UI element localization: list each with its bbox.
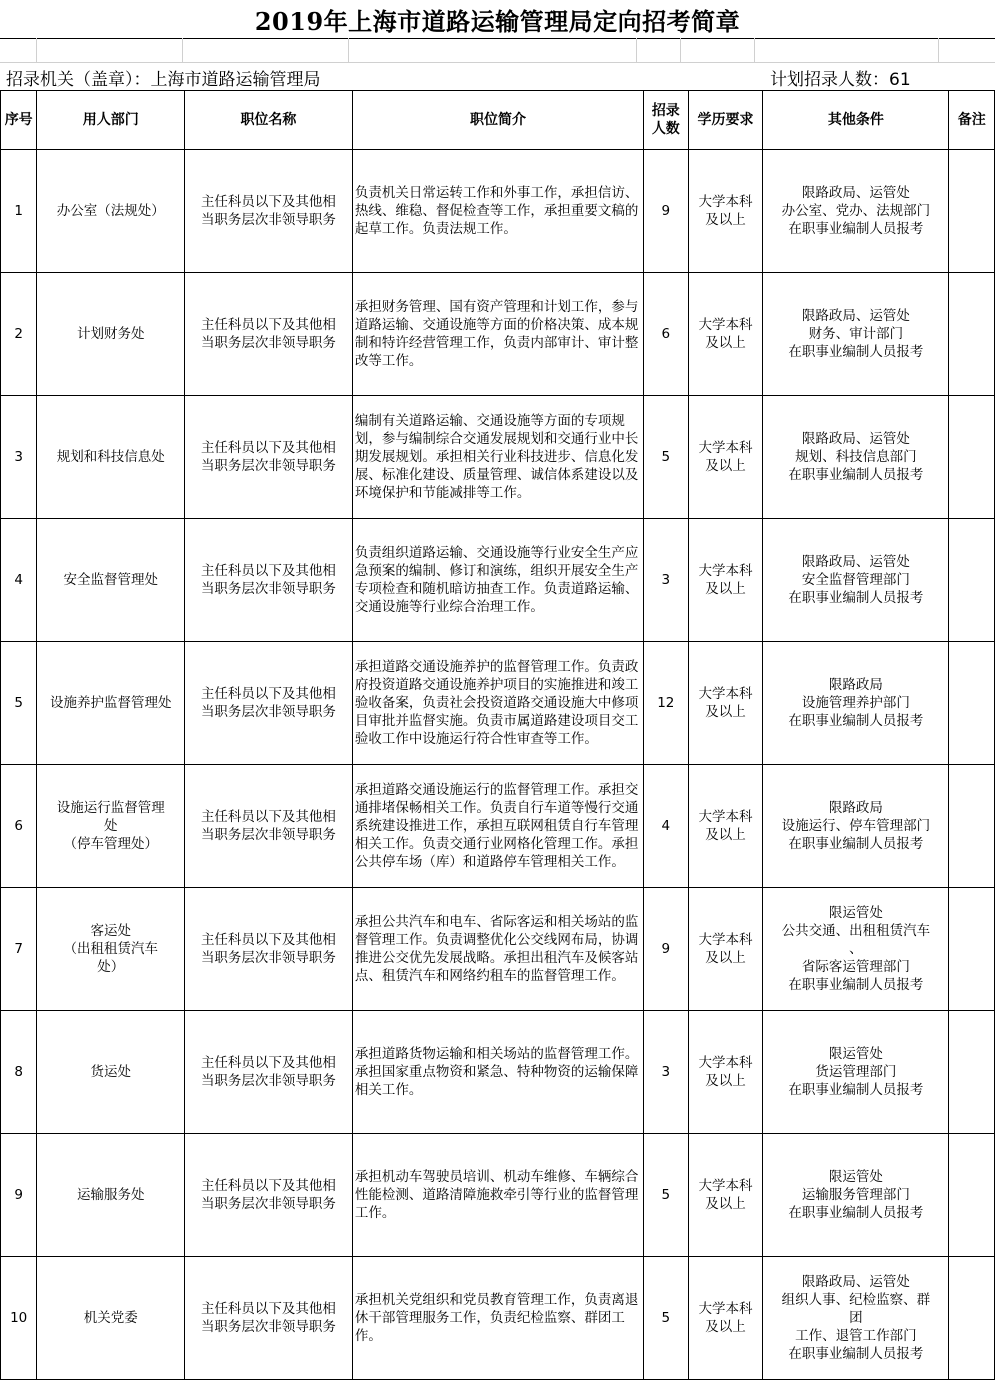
other-line: 办公室、党办、法规部门 xyxy=(781,203,931,219)
cell-other xyxy=(763,519,949,642)
other-line: 限路政局 xyxy=(828,677,883,693)
dept-line: 处） xyxy=(97,959,125,975)
cell-position xyxy=(185,396,353,519)
edu-line: 及以上 xyxy=(705,335,746,351)
cell-dept xyxy=(37,888,185,1011)
position-line: 主任科员以下及其他相 xyxy=(200,194,336,210)
edu-line: 大学本科 xyxy=(698,1055,753,1071)
edu-line: 大学本科 xyxy=(698,440,753,456)
dept-line: 货运处 xyxy=(90,1064,131,1080)
cell-count: 9 xyxy=(644,150,688,273)
other-line: 限路政局、运管处 xyxy=(801,431,910,447)
header-dept: 用人部门 xyxy=(37,91,185,150)
cell-other xyxy=(763,642,949,765)
cell-dept xyxy=(37,273,185,396)
cell-position xyxy=(185,150,353,273)
edu-line: 及以上 xyxy=(705,1319,746,1335)
header-note: 备注 xyxy=(949,91,995,150)
cell-desc: 承担道路货物运输和相关场站的监督管理工作。承担国家重点物资和紧急、特种物资的运输保障相关工作。 xyxy=(352,1011,643,1134)
other-line: 公共交通、出租租赁汽车 xyxy=(781,923,931,939)
cell-count: 4 xyxy=(644,765,688,888)
cell-count: 5 xyxy=(644,1134,688,1257)
dept-line: 客运处 xyxy=(90,923,131,939)
position-line: 当职务层次非领导职务 xyxy=(200,950,336,966)
cell-desc: 承担公共汽车和电车、省际客运和相关场站的监督管理工作。负责调整优化公交线网布局，协调推进公交优先发展战略。承担出租汽车及候客站点、租赁汽车和网络约租车的监督管理工作。 xyxy=(352,888,643,1011)
cell-edu xyxy=(688,396,763,519)
cell-seq: 4 xyxy=(1,519,37,642)
table-row xyxy=(1,1134,995,1257)
position-line: 主任科员以下及其他相 xyxy=(200,317,336,333)
dept-line: 机关党委 xyxy=(83,1310,138,1326)
table-row xyxy=(1,1011,995,1134)
cell-edu xyxy=(688,273,763,396)
gridline xyxy=(36,38,37,62)
edu-line: 大学本科 xyxy=(698,686,753,702)
position-line: 主任科员以下及其他相 xyxy=(200,809,336,825)
edu-line: 大学本科 xyxy=(698,317,753,333)
cell-other xyxy=(763,765,949,888)
cell-seq: 10 xyxy=(1,1257,37,1380)
planned-count: 计划招录人数：61 xyxy=(770,70,911,90)
other-line: 团 xyxy=(849,1310,863,1326)
page-title: 2019年上海市道路运输管理局定向招考简章 xyxy=(0,0,995,39)
edu-line: 大学本科 xyxy=(698,194,753,210)
other-line: 省际客运管理部门 xyxy=(801,959,910,975)
cell-position xyxy=(185,1257,353,1380)
other-line: 在职事业编制人员报考 xyxy=(788,1082,924,1098)
header-desc: 职位简介 xyxy=(352,91,643,150)
cell-note xyxy=(949,150,995,273)
cell-position xyxy=(185,765,353,888)
position-line: 主任科员以下及其他相 xyxy=(200,1178,336,1194)
other-line: 货运管理部门 xyxy=(815,1064,897,1080)
cell-dept xyxy=(37,1134,185,1257)
cell-position xyxy=(185,642,353,765)
cell-edu xyxy=(688,642,763,765)
cell-other xyxy=(763,396,949,519)
cell-edu xyxy=(688,1257,763,1380)
other-line: 工作、退管工作部门 xyxy=(795,1328,917,1344)
header-row xyxy=(1,91,995,150)
edu-line: 及以上 xyxy=(705,458,746,474)
cell-edu xyxy=(688,888,763,1011)
cell-desc: 承担机关党组织和党员教育管理工作，负责离退休干部管理服务工作，负责纪检监察、群团工作。 xyxy=(352,1257,643,1380)
position-line: 当职务层次非领导职务 xyxy=(200,335,336,351)
cell-other xyxy=(763,1134,949,1257)
other-line: 限运管处 xyxy=(828,905,883,921)
other-line: 在职事业编制人员报考 xyxy=(788,344,924,360)
position-line: 主任科员以下及其他相 xyxy=(200,932,336,948)
cell-count: 5 xyxy=(644,1257,688,1380)
gridline xyxy=(636,38,637,62)
other-line: 限路政局、运管处 xyxy=(801,308,910,324)
other-line: 财务、审计部门 xyxy=(808,326,904,342)
cell-note xyxy=(949,765,995,888)
position-line: 当职务层次非领导职务 xyxy=(200,458,336,474)
cell-other xyxy=(763,273,949,396)
other-line: 限路政局、运管处 xyxy=(801,1274,910,1290)
table-row xyxy=(1,1257,995,1380)
cell-seq: 8 xyxy=(1,1011,37,1134)
other-line: 在职事业编制人员报考 xyxy=(788,1205,924,1221)
edu-line: 及以上 xyxy=(705,1196,746,1212)
other-line: 运输服务管理部门 xyxy=(801,1187,910,1203)
cell-note xyxy=(949,519,995,642)
dept-line: 设施养护监督管理处 xyxy=(49,695,172,711)
header-position: 职位名称 xyxy=(185,91,353,150)
gridline xyxy=(938,38,939,62)
cell-note xyxy=(949,1257,995,1380)
dept-line: 运输服务处 xyxy=(76,1187,145,1203)
position-line: 当职务层次非领导职务 xyxy=(200,1319,336,1335)
header-count: 招录人数 xyxy=(644,91,688,150)
cell-dept xyxy=(37,1257,185,1380)
cell-count: 3 xyxy=(644,519,688,642)
position-line: 当职务层次非领导职务 xyxy=(200,212,336,228)
other-line: 在职事业编制人员报考 xyxy=(788,977,924,993)
dept-line: （出租租赁汽车 xyxy=(63,941,158,957)
cell-note xyxy=(949,1134,995,1257)
cell-edu xyxy=(688,765,763,888)
other-line: 在职事业编制人员报考 xyxy=(788,221,924,237)
other-line: 设施管理养护部门 xyxy=(801,695,910,711)
position-line: 当职务层次非领导职务 xyxy=(200,827,336,843)
cell-desc: 承担财务管理、国有资产管理和计划工作，参与道路运输、交通设施等方面的价格决策、成本规制和特许经营管理工作，负责内部审计、审计整改等工作。 xyxy=(352,273,643,396)
cell-position xyxy=(185,888,353,1011)
edu-line: 大学本科 xyxy=(698,1178,753,1194)
cell-seq: 3 xyxy=(1,396,37,519)
cell-dept xyxy=(37,519,185,642)
cell-edu xyxy=(688,1134,763,1257)
position-line: 主任科员以下及其他相 xyxy=(200,1301,336,1317)
other-line: 限路政局 xyxy=(828,800,883,816)
cell-dept xyxy=(37,150,185,273)
position-line: 主任科员以下及其他相 xyxy=(200,440,336,456)
other-line: 规划、科技信息部门 xyxy=(795,449,917,465)
other-line: 在职事业编制人员报考 xyxy=(788,590,924,606)
info-row xyxy=(0,62,995,91)
cell-desc: 承担机动车驾驶员培训、机动车维修、车辆综合性能检测、道路清障施救牵引等行业的监督管理工作。 xyxy=(352,1134,643,1257)
dept-line: 规划和科技信息处 xyxy=(56,449,165,465)
other-line: 在职事业编制人员报考 xyxy=(788,713,924,729)
cell-edu xyxy=(688,1011,763,1134)
header-seq: 序号 xyxy=(1,91,37,150)
dept-line: 办公室（法规处） xyxy=(56,203,165,219)
other-line: 组织人事、纪检监察、群 xyxy=(781,1292,931,1308)
cell-dept xyxy=(37,642,185,765)
cell-desc: 负责机关日常运转工作和外事工作，承担信访、热线、维稳、督促检查等工作，承担重要文稿的起草工作。负责法规工作。 xyxy=(352,150,643,273)
cell-position xyxy=(185,1134,353,1257)
other-line: 限路政局、运管处 xyxy=(801,554,910,570)
cell-edu xyxy=(688,519,763,642)
cell-position xyxy=(185,1011,353,1134)
cell-desc: 编制有关道路运输、交通设施等方面的专项规划，参与编制综合交通发展规划和交通行业中长期发展规划。承担相关行业科技进步、信息化发展、标准化建设、质量管理、诚信体系建设以及环境保护和节能减排等工作。 xyxy=(352,396,643,519)
other-line: 在职事业编制人员报考 xyxy=(788,1346,924,1362)
other-line: 在职事业编制人员报考 xyxy=(788,836,924,852)
cell-count: 9 xyxy=(644,888,688,1011)
cell-edu xyxy=(688,150,763,273)
other-line: 限运管处 xyxy=(828,1169,883,1185)
cell-seq: 2 xyxy=(1,273,37,396)
cell-count: 5 xyxy=(644,396,688,519)
header-edu: 学历要求 xyxy=(688,91,763,150)
gridline xyxy=(680,38,681,62)
positions-table xyxy=(0,90,995,1380)
edu-line: 及以上 xyxy=(705,1073,746,1089)
cell-position xyxy=(185,273,353,396)
other-line: 在职事业编制人员报考 xyxy=(788,467,924,483)
table-row xyxy=(1,519,995,642)
recruiting-agency: 招录机关（盖章）：上海市道路运输管理局 xyxy=(6,70,321,90)
other-line: 限路政局、运管处 xyxy=(801,185,910,201)
cell-note xyxy=(949,888,995,1011)
cell-note xyxy=(949,396,995,519)
dept-line: 处 xyxy=(103,818,118,834)
cell-count: 6 xyxy=(644,273,688,396)
cell-seq: 6 xyxy=(1,765,37,888)
position-line: 当职务层次非领导职务 xyxy=(200,581,336,597)
other-line: 设施运行、停车管理部门 xyxy=(781,818,931,834)
edu-line: 大学本科 xyxy=(698,1301,753,1317)
edu-line: 及以上 xyxy=(705,581,746,597)
table-row xyxy=(1,765,995,888)
header-other: 其他条件 xyxy=(763,91,949,150)
table-row xyxy=(1,273,995,396)
cell-dept xyxy=(37,396,185,519)
cell-count: 12 xyxy=(644,642,688,765)
dept-line: 设施运行监督管理 xyxy=(56,800,165,816)
other-line: 限运管处 xyxy=(828,1046,883,1062)
cell-seq: 7 xyxy=(1,888,37,1011)
cell-desc: 承担道路交通设施运行的监督管理工作。承担交通排堵保畅相关工作。负责自行车道等慢行交通系统建设推进工作，承担互联网租赁自行车管理相关工作。负责交通行业网格化管理工作。承担公共停车场（库）和道路停车管理相关工作。 xyxy=(352,765,643,888)
cell-seq: 9 xyxy=(1,1134,37,1257)
edu-line: 及以上 xyxy=(705,827,746,843)
edu-line: 及以上 xyxy=(705,704,746,720)
cell-note xyxy=(949,642,995,765)
gridline xyxy=(348,38,349,62)
spacer-row xyxy=(0,38,995,63)
cell-other xyxy=(763,150,949,273)
cell-dept xyxy=(37,765,185,888)
edu-line: 及以上 xyxy=(705,212,746,228)
gridline xyxy=(182,38,183,62)
cell-desc: 负责组织道路运输、交通设施等行业安全生产应急预案的编制、修订和演练，组织开展安全生产专项检查和随机暗访抽查工作。负责道路运输、交通设施等行业综合治理工作。 xyxy=(352,519,643,642)
other-line: 安全监督管理部门 xyxy=(801,572,910,588)
cell-desc: 承担道路交通设施养护的监督管理工作。负责政府投资道路交通设施养护项目的实施推进和竣工验收备案，负责社会投资道路交通设施大中修项目审批并监督实施。负责市属道路建设项目交工验收工作中设施运行符合性审查等工作。 xyxy=(352,642,643,765)
other-line: 、 xyxy=(849,941,863,957)
cell-other xyxy=(763,1011,949,1134)
position-line: 当职务层次非领导职务 xyxy=(200,704,336,720)
gridline xyxy=(754,38,755,62)
table-row xyxy=(1,150,995,273)
cell-other xyxy=(763,1257,949,1380)
edu-line: 大学本科 xyxy=(698,932,753,948)
cell-seq: 1 xyxy=(1,150,37,273)
table-row xyxy=(1,642,995,765)
cell-count: 3 xyxy=(644,1011,688,1134)
edu-line: 大学本科 xyxy=(698,809,753,825)
edu-line: 大学本科 xyxy=(698,563,753,579)
table-row xyxy=(1,396,995,519)
table-row xyxy=(1,888,995,1011)
dept-line: 计划财务处 xyxy=(76,326,145,342)
cell-note xyxy=(949,273,995,396)
position-line: 当职务层次非领导职务 xyxy=(200,1196,336,1212)
edu-line: 及以上 xyxy=(705,950,746,966)
cell-seq: 5 xyxy=(1,642,37,765)
position-line: 当职务层次非领导职务 xyxy=(200,1073,336,1089)
cell-dept xyxy=(37,1011,185,1134)
cell-note xyxy=(949,1011,995,1134)
cell-position xyxy=(185,519,353,642)
dept-line: 安全监督管理处 xyxy=(63,572,158,588)
cell-other xyxy=(763,888,949,1011)
position-line: 主任科员以下及其他相 xyxy=(200,1055,336,1071)
dept-line: （停车管理处） xyxy=(63,836,158,852)
position-line: 主任科员以下及其他相 xyxy=(200,686,336,702)
position-line: 主任科员以下及其他相 xyxy=(200,563,336,579)
